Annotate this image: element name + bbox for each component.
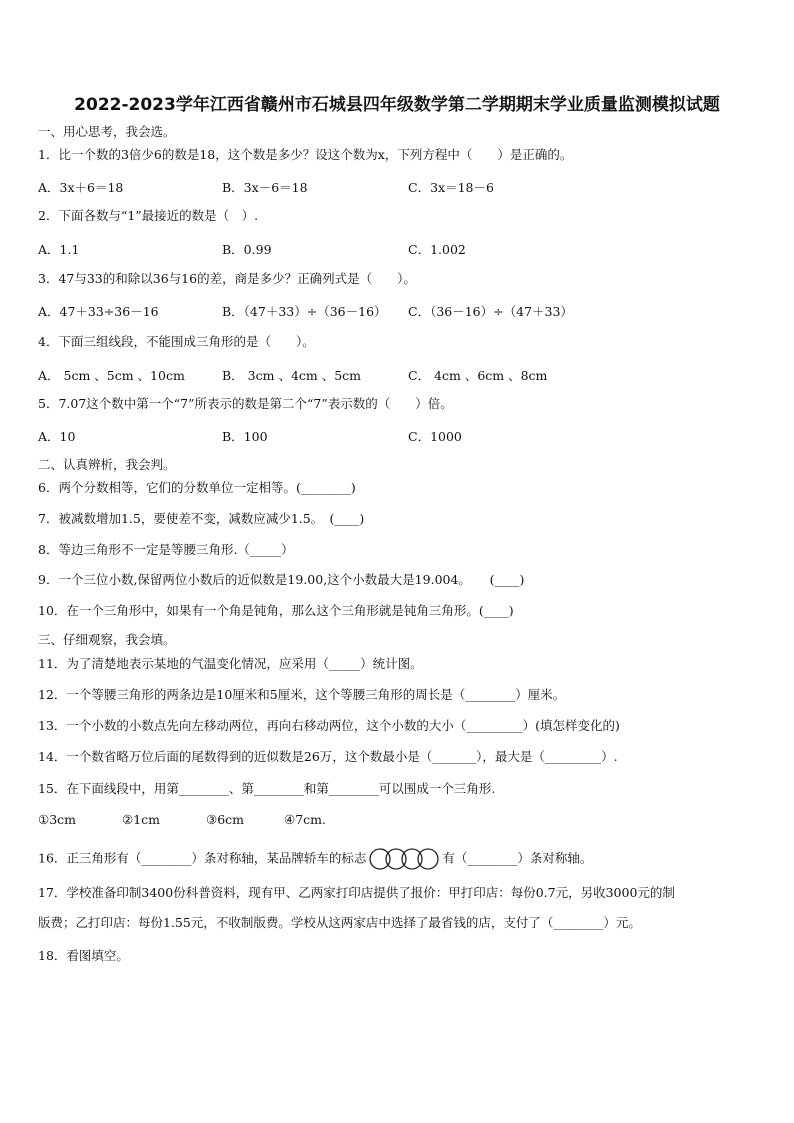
- question-1: 1．比一个数的3倍少6的数是18，这个数是多少？设这个数为x，下列方程中（ ）是正确的。: [38, 147, 573, 162]
- q2-option-b: B．0.99: [222, 242, 272, 257]
- q5-option-a: A．10: [38, 429, 76, 444]
- q2-option-c: C．1.002: [408, 242, 466, 257]
- section-heading-1: 一、用心思考，我会选。: [38, 124, 176, 139]
- q4-option-c: C． 4cm 、6cm 、8cm: [408, 368, 548, 383]
- q3-option-c: C．（36－16）÷（47＋33）: [408, 304, 573, 319]
- question-17-line-1: 17．学校准备印制3400份科普资料，现有甲、乙两家打印店提供了报价：甲打印店：每份0.7元，另收3000元的制: [38, 885, 675, 900]
- q4-option-b: B． 3cm 、4cm 、5cm: [222, 368, 362, 383]
- q15-segment-1: ①3cm: [38, 812, 77, 827]
- section-heading-3: 三、仔细观察，我会填。: [38, 632, 176, 647]
- question-18: 18．看图填空。: [38, 948, 129, 963]
- question-5: 5．7.07这个数中第一个“7”所表示的数是第二个“7”表示数的（ ）倍。: [38, 396, 453, 411]
- question-2: 2．下面各数与“1”最接近的数是（ ）.: [38, 208, 259, 223]
- q15-segment-4: ④7cm.: [284, 812, 326, 827]
- question-15: 15．在下面线段中，用第________、第________和第________可以围成一个三角形.: [38, 781, 496, 796]
- question-9: 9．一个三位小数,保留两位小数后的近似数是19.00,这个小数最大是19.004。 (____): [38, 572, 525, 587]
- question-4: 4．下面三组线段，不能围成三角形的是（ ）。: [38, 334, 315, 349]
- question-17-line-2: 版费；乙打印店：每份1.55元，不收制版费。学校从这两家店中选择了最省钱的店，支付了（________）元。: [38, 915, 641, 930]
- question-13: 13．一个小数的小数点先向左移动两位，再向右移动两位，这个小数的大小（_________）(填怎样变化的): [38, 718, 620, 733]
- q1-option-c: C．3x＝18－6: [408, 180, 494, 195]
- question-14: 14．一个数省略万位后面的尾数得到的近似数是26万，这个数最小是（_______），最大是（_________）.: [38, 749, 618, 764]
- q5-option-b: B．100: [222, 429, 268, 444]
- q3-option-a: A．47＋33÷36－16: [38, 304, 159, 319]
- question-12: 12．一个等腰三角形的两条边是10厘米和5厘米，这个等腰三角形的周长是（________）厘米。: [38, 687, 566, 702]
- question-10: 10．在一个三角形中，如果有一个角是钝角，那么这个三角形就是钝角三角形。(____): [38, 603, 514, 618]
- question-6: 6．两个分数相等，它们的分数单位一定相等。(________): [38, 480, 356, 495]
- question-3: 3．47与33的和除以36与16的差，商是多少？正确列式是（ ）。: [38, 271, 416, 286]
- question-7: 7．被减数增加1.5，要使差不变，减数应减少1.5。 (____): [38, 511, 365, 526]
- q1-option-b: B．3x－6＝18: [222, 180, 308, 195]
- q15-segment-3: ③6cm: [206, 812, 245, 827]
- q2-option-a: A．1.1: [38, 242, 80, 257]
- q5-option-c: C．1000: [408, 429, 462, 444]
- car-logo-rings-icon: [366, 848, 442, 870]
- q1-option-a: A．3x＋6＝18: [38, 180, 124, 195]
- q16-text-after: 有（________）条对称轴。: [442, 850, 593, 866]
- q15-segment-2: ②1cm: [122, 812, 161, 827]
- question-11: 11．为了清楚地表示某地的气温变化情况，应采用（_____）统计图。: [38, 656, 423, 671]
- question-16: [38, 848, 592, 870]
- q16-text-before: 16．正三角形有（________）条对称轴，某品牌轿车的标志: [38, 850, 367, 866]
- question-8: 8．等边三角形不一定是等腰三角形.（_____）: [38, 542, 294, 557]
- q4-option-a: A． 5cm 、5cm 、10cm: [38, 368, 185, 383]
- q3-option-b: B．（47＋33）÷（36－16）: [222, 304, 387, 319]
- page-title: 2022-2023学年江西省赣州市石城县四年级数学第二学期期末学业质量监测模拟试题: [74, 95, 720, 115]
- section-heading-2: 二、认真辨析，我会判。: [38, 457, 176, 472]
